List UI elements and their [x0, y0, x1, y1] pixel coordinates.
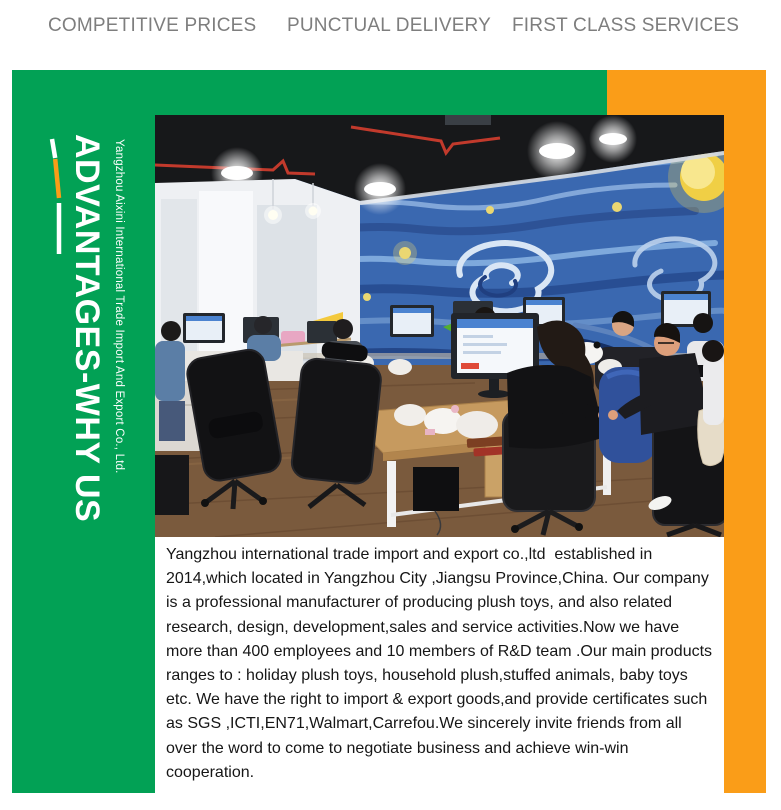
- about-line: Yangzhou international trade import and export co.,ltd established in: [166, 546, 653, 563]
- company-name-vertical: Yangzhou Aixini International Trade Import And Export Co., Ltd.: [113, 139, 125, 474]
- about-line: over the word to come to negotiate business and achieve win-win: [166, 739, 629, 757]
- accent-slash-icon: [44, 136, 66, 258]
- about-company-box: [155, 537, 724, 793]
- about-line: ranges to : holiday plush toys, household plush,stuffed animals, baby toys: [166, 667, 688, 685]
- about-line: is a professional manufacturer of producing plush toys, and also related: [166, 594, 673, 612]
- about-line: as SGS ,ICTI,EN71,Walmart,Carrefou.We sincerely invite friends from all: [166, 715, 682, 733]
- about-line: cooperation.: [166, 763, 255, 781]
- service-label-first-class-services: FIRST CLASS SERVICES: [512, 15, 740, 36]
- about-line: more than 400 employees and 10 members of R&D team .Our main products: [166, 642, 713, 660]
- about-line: research, design, development,sales and service activities.Now we have: [166, 618, 680, 636]
- service-label-competitive-prices: COMPETITIVE PRICES: [48, 15, 257, 36]
- about-line: 2014,which located in Yangzhou City ,Jiangsu Province,China. Our company: [166, 570, 709, 588]
- service-label-punctual-delivery: PUNCTUAL DELIVERY: [287, 15, 492, 36]
- about-line: etc. We have the right to import & export goods,and provide certificates such: [166, 691, 708, 709]
- page-title-vertical: ADVANTAGES-WHY US: [68, 134, 106, 523]
- office-photo: [155, 115, 724, 537]
